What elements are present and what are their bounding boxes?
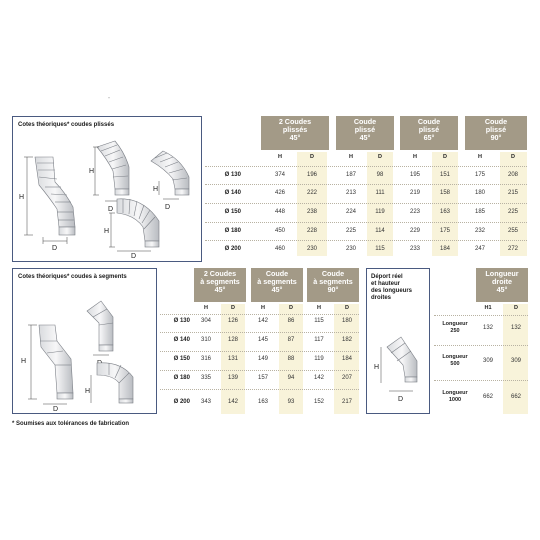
- table-cell: 230: [345, 246, 356, 252]
- double-segment-d-label: D: [53, 406, 59, 413]
- table-cell: 114: [375, 228, 385, 234]
- table-cell: 228: [306, 228, 317, 234]
- s1-sub-d-3: D: [443, 154, 447, 160]
- table-cell: 225: [507, 209, 518, 215]
- table-cell: 87: [287, 337, 295, 343]
- header-coude-plisse-65: Coude plissé 65°: [400, 116, 458, 150]
- table-cell: 343: [200, 399, 211, 405]
- table-cell: 185: [474, 209, 485, 215]
- table-cell: 126: [227, 318, 238, 324]
- table-cell: 180: [341, 318, 352, 324]
- segment-elbow-90-drawing: [97, 363, 133, 403]
- header-coude-segments-90: Coude à segments 90°: [307, 268, 359, 302]
- table-cell: 152: [313, 399, 324, 405]
- table-cell: 310: [200, 337, 211, 343]
- deport-diagram-frame: [366, 268, 430, 414]
- diameter-label: Ø 180: [224, 228, 241, 234]
- s3-sub-d: D: [514, 305, 518, 311]
- table-cell: 93: [287, 399, 295, 405]
- length-label-line: Longueur: [442, 354, 468, 360]
- segment-90-h-label: H: [85, 388, 91, 395]
- table-cell: 142: [227, 399, 238, 405]
- diameter-label: Ø 140: [224, 190, 241, 196]
- table-cell: 219: [409, 190, 420, 196]
- table-cell: 255: [507, 228, 518, 234]
- double-elbow-h-label: H: [19, 194, 25, 201]
- table-cell: 662: [482, 394, 493, 400]
- table-cell: 229: [409, 228, 420, 234]
- table-cell: 335: [200, 375, 211, 381]
- table-cell: 128: [227, 337, 238, 343]
- s1-sub-h-4: H: [478, 154, 482, 160]
- table-cell: 115: [314, 318, 324, 324]
- table-cell: 225: [345, 228, 356, 234]
- table-cell: 213: [345, 190, 356, 196]
- s1-row-line: [205, 184, 527, 185]
- elbow-90-d-label: D: [131, 253, 137, 260]
- header-2-coudes-segments-45: 2 Coudes à segments 45°: [194, 268, 246, 302]
- table-cell: 142: [257, 318, 268, 324]
- footnote: * Soumises aux tolérances de fabrication: [12, 421, 130, 427]
- table-cell: 208: [507, 172, 518, 178]
- s1-sub-d-2: D: [378, 154, 382, 160]
- diameter-label: Ø 150: [224, 209, 241, 215]
- table-cell: 272: [507, 246, 518, 252]
- table-cell: 132: [482, 325, 493, 331]
- table-cell: 180: [474, 190, 485, 196]
- diameter-label: Ø 130: [224, 172, 241, 178]
- table-cell: 304: [200, 318, 211, 324]
- table-cell: 117: [314, 337, 324, 343]
- s1-sub-h-2: H: [349, 154, 353, 160]
- diameter-label: Ø 150: [173, 356, 190, 362]
- double-segment-h-label: H: [21, 358, 27, 365]
- table-cell: 316: [200, 356, 211, 362]
- table-cell: 448: [274, 209, 285, 215]
- s1-sub-d-4: D: [511, 154, 515, 160]
- length-label: [436, 390, 474, 403]
- table-cell: 149: [257, 356, 268, 362]
- table-cell: 139: [227, 375, 238, 381]
- table-cell: 184: [341, 356, 352, 362]
- table-cell: 309: [510, 358, 521, 364]
- table-cell: 131: [227, 356, 238, 362]
- table-cell: 163: [257, 399, 268, 405]
- elbow-45-drawing: [97, 141, 129, 195]
- table-cell: 111: [375, 190, 385, 196]
- segment-elbow-45-drawing: [87, 301, 113, 351]
- s3-sub-h1: H1: [484, 305, 492, 311]
- table-cell: 175: [474, 172, 485, 178]
- s2-row-line: [160, 370, 359, 371]
- s2-row-line: [160, 351, 359, 352]
- table-cell: 157: [257, 375, 268, 381]
- s2-row-line: [160, 332, 359, 333]
- s2-sub-d-2: D: [289, 305, 293, 311]
- table-cell: 217: [341, 399, 352, 405]
- s2-sub-h-2: H: [261, 305, 265, 311]
- length-label: [436, 354, 474, 367]
- table-cell: 175: [439, 228, 450, 234]
- diameter-label: Ø 200: [173, 399, 190, 405]
- s2-sub-d-3: D: [345, 305, 349, 311]
- table-cell: 223: [409, 209, 420, 215]
- diameter-label: Ø 140: [173, 337, 190, 343]
- table-cell: 184: [439, 246, 450, 252]
- table-cell: 233: [409, 246, 420, 252]
- table-cell: 222: [306, 190, 317, 196]
- plisses-frame-title: Cotes théoriques* coudes plissés: [18, 122, 115, 128]
- table-cell: 232: [474, 228, 485, 234]
- plisses-diagram-frame: [12, 116, 202, 262]
- s3-row-line: [434, 315, 528, 316]
- table-cell: 119: [375, 209, 385, 215]
- header-coude-plisse-45: Coude plissé 45°: [336, 116, 394, 150]
- table-cell: 230: [306, 246, 317, 252]
- table-cell: 426: [274, 190, 285, 196]
- s2-sub-h-1: H: [204, 305, 208, 311]
- table-cell: 88: [287, 356, 295, 362]
- table-cell: 309: [482, 358, 493, 364]
- header-2-coudes-plisses-45: 2 Coudes plissés 45°: [261, 116, 329, 150]
- length-label-line: Longueur: [442, 390, 468, 396]
- s2-row-line: [160, 389, 359, 390]
- elbow-45-d-label: D: [108, 206, 114, 213]
- s1-row-line: [205, 222, 527, 223]
- length-label-line: Longueur: [442, 321, 468, 327]
- header-coude-segments-45: Coude à segments 45°: [251, 268, 303, 302]
- s3-row-line: [434, 380, 528, 381]
- table-cell: 662: [510, 394, 521, 400]
- s2-row-line: [160, 314, 359, 315]
- table-cell: 86: [287, 318, 295, 324]
- s1-row-line: [205, 240, 527, 241]
- table-cell: 158: [439, 190, 450, 196]
- deport-frame-title: Déport réel et hauteur des longueurs droites: [371, 274, 413, 301]
- table-cell: 450: [274, 228, 285, 234]
- header-coude-plisse-90: Coude plissé 90°: [465, 116, 527, 150]
- table-cell: 196: [306, 172, 317, 178]
- double-elbow-d-label: D: [52, 245, 58, 252]
- table-cell: 215: [507, 190, 518, 196]
- segments-elbows-illustration: [13, 289, 156, 413]
- table-cell: 119: [314, 356, 324, 362]
- table-cell: 224: [345, 209, 356, 215]
- elbow-65-d-label: D: [165, 204, 171, 211]
- s1-sub-h-1: H: [278, 154, 282, 160]
- table-cell: 238: [306, 209, 317, 215]
- s2-sub-d-1: D: [231, 305, 235, 311]
- table-cell: 460: [274, 246, 285, 252]
- table-cell: 187: [345, 172, 356, 178]
- s1-sub-h-3: H: [413, 154, 417, 160]
- straight-h-label: H: [374, 364, 380, 371]
- s1-row-line: [205, 203, 527, 204]
- elbow-45-h-label: H: [89, 168, 95, 175]
- table-cell: 142: [313, 375, 324, 381]
- table-cell: 115: [375, 246, 385, 252]
- table-cell: 182: [341, 337, 352, 343]
- plisses-elbows-illustration: [13, 137, 201, 260]
- length-label-line: 1000: [448, 396, 462, 403]
- s3-row-line: [434, 345, 528, 346]
- diameter-label: Ø 130: [173, 318, 190, 324]
- table-cell: 94: [287, 375, 295, 381]
- s1-sub-d-1: D: [310, 154, 314, 160]
- elbow-90-drawing: [117, 199, 159, 247]
- s2-sub-h-3: H: [317, 305, 321, 311]
- table-cell: 145: [257, 337, 268, 343]
- s1-row-line: [205, 166, 527, 167]
- header-longueur-droite-45: Longueur droite 45°: [476, 268, 528, 302]
- table-cell: 98: [376, 172, 384, 178]
- double-elbow-drawing: [35, 157, 75, 235]
- table-cell: 163: [439, 209, 450, 215]
- elbow-65-h-label: H: [153, 186, 159, 193]
- table-cell: 132: [510, 325, 521, 331]
- straight-d-label: D: [398, 396, 404, 403]
- segments-diagram-frame: [12, 268, 157, 414]
- table-cell: 247: [474, 246, 485, 252]
- length-label-line: 250: [450, 327, 460, 334]
- elbow-90-h-label: H: [104, 228, 110, 235]
- top-mark: ¨: [108, 98, 110, 104]
- length-label-line: 500: [450, 360, 460, 367]
- diameter-label: Ø 180: [173, 375, 190, 381]
- table-cell: 195: [409, 172, 420, 178]
- table-cell: 374: [274, 172, 285, 178]
- straight-length-illustration: [367, 331, 429, 411]
- double-segment-elbow-drawing: [39, 325, 73, 399]
- table-cell: 207: [341, 375, 352, 381]
- length-label: [436, 321, 474, 334]
- diameter-label: Ø 200: [224, 246, 241, 252]
- table-cell: 151: [439, 172, 450, 178]
- segments-frame-title: Cotes théoriques* coudes à segments: [18, 274, 127, 280]
